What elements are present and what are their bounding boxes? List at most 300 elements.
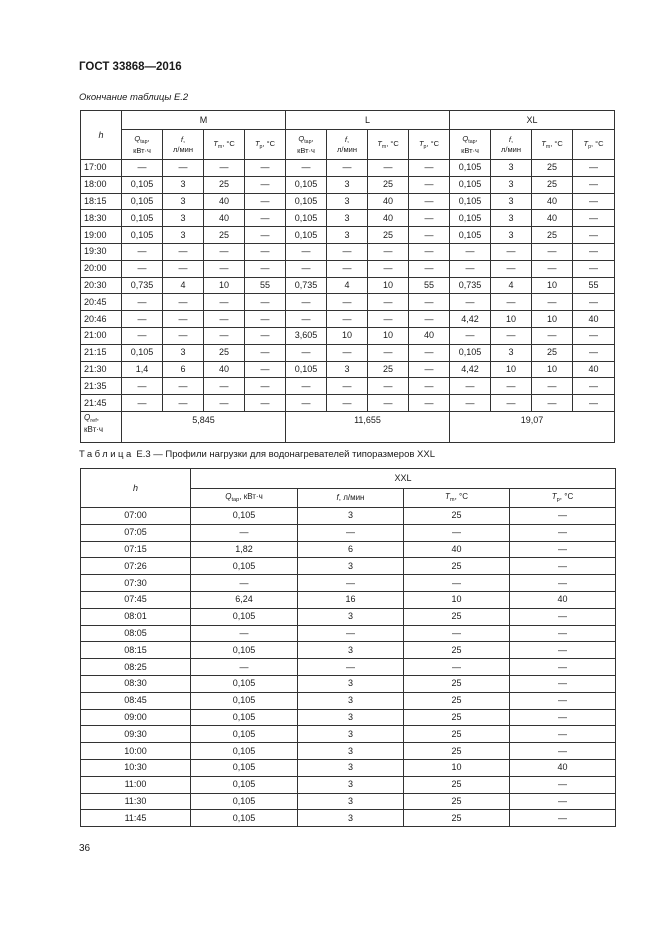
value-cell: — [491,378,532,395]
table-row [81,776,616,793]
value-cell: — [122,311,163,328]
value-cell: 40 [510,591,616,608]
table-row [81,793,616,810]
value-cell: 4 [327,277,368,294]
table-row [81,243,615,260]
value-cell: 3 [298,810,404,827]
value-cell: — [450,294,491,311]
subheader-2: $T_m$, °C [404,489,510,508]
table-row [81,344,615,361]
value-cell: — [510,709,616,726]
value-cell: 25 [532,176,573,193]
time-cell: 21:35 [81,378,122,395]
value-cell: 4,42 [450,311,491,328]
value-cell: 1,4 [122,361,163,378]
table-row [81,575,616,592]
table-row [81,558,616,575]
value-cell: — [245,294,286,311]
value-cell: 0,735 [450,277,491,294]
value-cell: 0,105 [191,692,298,709]
value-cell: 3 [298,743,404,760]
value-cell: — [286,294,327,311]
value-cell: 0,735 [286,277,327,294]
time-cell: 08:45 [81,692,191,709]
value-cell: 4 [491,277,532,294]
value-cell: — [573,193,615,210]
value-cell: — [532,260,573,277]
group-header-m: M [122,111,286,130]
value-cell: — [286,260,327,277]
value-cell: — [573,227,615,244]
value-cell: 3 [491,227,532,244]
value-cell: 3 [298,692,404,709]
total-row [81,411,615,442]
value-cell: — [409,193,450,210]
value-cell: 10 [404,591,510,608]
value-cell: — [450,260,491,277]
value-cell: — [327,395,368,412]
value-cell: — [327,243,368,260]
value-cell: — [204,260,245,277]
value-cell: — [510,558,616,575]
value-cell: — [510,692,616,709]
value-cell: — [409,160,450,177]
table-row [81,361,615,378]
value-cell: 10 [491,311,532,328]
value-cell: 25 [404,726,510,743]
table-row [81,692,616,709]
group-header-xxl: XXL [191,469,616,489]
table-row [81,193,615,210]
table-row [81,743,616,760]
value-cell: — [573,243,615,260]
time-cell: 08:30 [81,675,191,692]
table-row [81,277,615,294]
value-cell: 6 [163,361,204,378]
table-row [81,608,616,625]
value-cell: 3 [327,193,368,210]
subheader-0: $Q_{tap}$, кВт·ч [191,489,298,508]
value-cell: 40 [510,759,616,776]
subheader-0: $Q_{tap}$, кВт·ч [122,130,163,160]
value-cell: — [532,327,573,344]
value-cell: 40 [409,327,450,344]
value-cell: 25 [404,558,510,575]
value-cell: — [122,160,163,177]
value-cell: 40 [204,361,245,378]
value-cell: — [122,294,163,311]
value-cell: — [491,395,532,412]
value-cell: — [368,378,409,395]
table-e3-caption: Таблица Е.3 — Профили нагрузки для водонагревателей типоразмеров XXL [79,449,436,460]
time-cell: 18:30 [81,210,122,227]
value-cell: — [245,311,286,328]
value-cell: 40 [204,193,245,210]
value-cell: — [368,311,409,328]
value-cell: 0,105 [450,193,491,210]
time-cell: 08:25 [81,659,191,676]
time-cell: 21:45 [81,395,122,412]
value-cell: — [327,344,368,361]
table-row [81,395,615,412]
time-cell: 20:45 [81,294,122,311]
value-cell: — [368,160,409,177]
value-cell: 3 [298,776,404,793]
value-cell: — [532,243,573,260]
subheader-3: $T_p$, °C [245,130,286,160]
table-row [81,260,615,277]
time-cell: 07:05 [81,524,191,541]
subheader-4: $Q_{tap}$, кВт·ч [286,130,327,160]
value-cell: 55 [573,277,615,294]
value-cell: 0,105 [450,160,491,177]
value-cell: — [450,327,491,344]
value-cell: 3 [163,210,204,227]
value-cell: 3 [298,508,404,525]
value-cell: — [191,659,298,676]
value-cell: 0,105 [191,675,298,692]
value-cell: 55 [409,277,450,294]
value-cell: 40 [532,210,573,227]
value-cell: — [245,395,286,412]
table-row [81,541,616,558]
value-cell: — [491,260,532,277]
value-cell: — [491,243,532,260]
value-cell: 40 [573,361,615,378]
value-cell: 4,42 [450,361,491,378]
value-cell: — [409,210,450,227]
value-cell: — [286,311,327,328]
value-cell: 10 [532,311,573,328]
value-cell: 3 [298,558,404,575]
value-cell: — [163,160,204,177]
value-cell: 3 [298,608,404,625]
table-row [81,227,615,244]
value-cell: 0,105 [450,176,491,193]
value-cell: 0,105 [191,608,298,625]
time-cell: 10:30 [81,759,191,776]
total-value: 19,07 [450,411,615,442]
value-cell: — [204,243,245,260]
subheader-1: f, л/мин [163,130,204,160]
value-cell: 3 [327,361,368,378]
value-cell: 0,105 [191,642,298,659]
value-cell: — [327,378,368,395]
value-cell: — [245,327,286,344]
value-cell: 25 [204,344,245,361]
value-cell: — [368,395,409,412]
table-row [81,642,616,659]
time-cell: 21:00 [81,327,122,344]
value-cell: — [409,395,450,412]
value-cell: 10 [532,361,573,378]
value-cell: — [163,378,204,395]
value-cell: — [573,294,615,311]
value-cell: — [286,160,327,177]
time-cell: 19:30 [81,243,122,260]
value-cell: 25 [204,227,245,244]
value-cell: 10 [532,277,573,294]
value-cell: — [510,642,616,659]
value-cell: 25 [404,743,510,760]
table-row [81,524,616,541]
time-cell: 20:30 [81,277,122,294]
time-cell: 19:00 [81,227,122,244]
value-cell: 1,82 [191,541,298,558]
value-cell: 3 [163,193,204,210]
value-cell: 6 [298,541,404,558]
value-cell: 25 [532,227,573,244]
value-cell: 25 [368,361,409,378]
value-cell: — [298,659,404,676]
value-cell: — [204,378,245,395]
time-cell: 20:46 [81,311,122,328]
table-row [81,810,616,827]
value-cell: 0,105 [450,227,491,244]
value-cell: 3 [163,344,204,361]
value-cell: 3 [298,642,404,659]
value-cell: — [163,260,204,277]
table-row [81,327,615,344]
value-cell: — [573,344,615,361]
value-cell: — [491,327,532,344]
subheader-10: $T_m$, °C [532,130,573,160]
total-label: $Q_{ref}$, кВт·ч [81,411,122,442]
value-cell: — [409,243,450,260]
value-cell: 10 [368,327,409,344]
value-cell: — [510,524,616,541]
row-header-h: h [81,469,191,508]
value-cell: 0,105 [122,210,163,227]
value-cell: 25 [404,709,510,726]
value-cell: 3 [298,726,404,743]
subheader-6: $T_m$, °C [368,130,409,160]
time-cell: 20:00 [81,260,122,277]
value-cell: — [298,625,404,642]
total-value: 5,845 [122,411,286,442]
value-cell: 3 [327,176,368,193]
value-cell: 3 [491,176,532,193]
subheader-11: $T_p$, °C [573,130,615,160]
value-cell: — [245,361,286,378]
subheader-5: f, л/мин [327,130,368,160]
value-cell: 6,24 [191,591,298,608]
value-cell: — [327,311,368,328]
table-row [81,591,616,608]
value-cell: 0,105 [450,210,491,227]
value-cell: — [573,327,615,344]
group-header-xl: XL [450,111,615,130]
value-cell: — [532,378,573,395]
group-header-l: L [286,111,450,130]
value-cell: — [286,378,327,395]
time-cell: 17:00 [81,160,122,177]
time-cell: 08:15 [81,642,191,659]
table-row [81,726,616,743]
value-cell: 3 [491,344,532,361]
time-cell: 21:15 [81,344,122,361]
value-cell: — [122,243,163,260]
value-cell: — [409,227,450,244]
table-row [81,508,616,525]
value-cell: — [510,675,616,692]
time-cell: 21:30 [81,361,122,378]
value-cell: 0,105 [450,344,491,361]
value-cell: 3 [491,160,532,177]
value-cell: — [122,378,163,395]
value-cell: — [327,260,368,277]
table-row [81,625,616,642]
value-cell: 0,105 [122,193,163,210]
value-cell: — [298,524,404,541]
value-cell: — [573,176,615,193]
value-cell: — [368,243,409,260]
value-cell: — [245,193,286,210]
time-cell: 18:00 [81,176,122,193]
value-cell: — [191,625,298,642]
value-cell: — [191,524,298,541]
value-cell: — [327,294,368,311]
value-cell: 0,105 [286,193,327,210]
subheader-2: $T_m$, °C [204,130,245,160]
value-cell: 3 [327,210,368,227]
value-cell: 40 [368,210,409,227]
value-cell: — [510,726,616,743]
value-cell: — [510,575,616,592]
table-row [81,659,616,676]
value-cell: — [491,294,532,311]
table-row [81,709,616,726]
value-cell: 0,105 [122,176,163,193]
value-cell: — [573,260,615,277]
value-cell: — [245,260,286,277]
value-cell: — [245,160,286,177]
row-header-h: h [81,111,122,160]
value-cell: — [327,160,368,177]
value-cell: — [409,311,450,328]
time-cell: 09:00 [81,709,191,726]
value-cell: 3 [163,227,204,244]
value-cell: — [245,176,286,193]
value-cell: 3 [327,227,368,244]
value-cell: 3 [491,193,532,210]
value-cell: 10 [491,361,532,378]
table-row [81,160,615,177]
value-cell: — [245,378,286,395]
table-row [81,378,615,395]
value-cell: — [510,793,616,810]
time-cell: 07:26 [81,558,191,575]
value-cell: 0,735 [122,277,163,294]
page-number: 36 [79,843,91,854]
subheader-1: f, л/мин [298,489,404,508]
value-cell: — [510,541,616,558]
value-cell: 40 [532,193,573,210]
time-cell: 08:01 [81,608,191,625]
value-cell: — [245,227,286,244]
value-cell: 40 [573,311,615,328]
time-cell: 09:30 [81,726,191,743]
time-cell: 07:30 [81,575,191,592]
value-cell: — [122,260,163,277]
value-cell: 25 [404,675,510,692]
value-cell: 0,105 [122,344,163,361]
value-cell: — [204,160,245,177]
value-cell: 10 [327,327,368,344]
value-cell: 0,105 [191,776,298,793]
value-cell: — [286,344,327,361]
time-cell: 07:00 [81,508,191,525]
subheader-8: $Q_{tap}$, кВт·ч [450,130,491,160]
value-cell: — [450,243,491,260]
value-cell: 55 [245,277,286,294]
value-cell: — [510,659,616,676]
value-cell: — [409,260,450,277]
value-cell: 0,105 [191,810,298,827]
value-cell: 25 [368,227,409,244]
value-cell: — [204,327,245,344]
value-cell: 0,105 [191,709,298,726]
value-cell: — [298,575,404,592]
value-cell: — [368,294,409,311]
value-cell: — [573,395,615,412]
value-cell: 3 [163,176,204,193]
value-cell: — [404,575,510,592]
value-cell: — [510,810,616,827]
subheader-7: $T_p$, °C [409,130,450,160]
table-row [81,675,616,692]
table-row [81,294,615,311]
value-cell: 10 [404,759,510,776]
value-cell: 25 [404,793,510,810]
value-cell: — [286,243,327,260]
subheader-9: f, л/мин [491,130,532,160]
table-e3 [80,468,616,827]
value-cell: — [409,176,450,193]
value-cell: — [450,378,491,395]
value-cell: — [286,395,327,412]
value-cell: 40 [368,193,409,210]
value-cell: 3 [298,675,404,692]
value-cell: 25 [404,810,510,827]
value-cell: 25 [404,508,510,525]
value-cell: — [573,160,615,177]
time-cell: 08:05 [81,625,191,642]
value-cell: 4 [163,277,204,294]
value-cell: 25 [532,344,573,361]
table-row [81,176,615,193]
document-title: ГОСТ 33868—2016 [79,61,182,73]
subheader-row [81,130,615,160]
value-cell: 25 [404,642,510,659]
value-cell: — [163,327,204,344]
value-cell: 25 [404,776,510,793]
value-cell: 25 [368,176,409,193]
value-cell: — [450,395,491,412]
value-cell: 10 [368,277,409,294]
value-cell: — [573,210,615,227]
value-cell: — [573,378,615,395]
value-cell: 0,105 [286,361,327,378]
value-cell: 0,105 [286,210,327,227]
value-cell: — [245,344,286,361]
value-cell: 0,105 [191,558,298,575]
value-cell: — [510,625,616,642]
value-cell: 0,105 [191,793,298,810]
value-cell: — [404,625,510,642]
value-cell: — [510,608,616,625]
time-cell: 07:15 [81,541,191,558]
